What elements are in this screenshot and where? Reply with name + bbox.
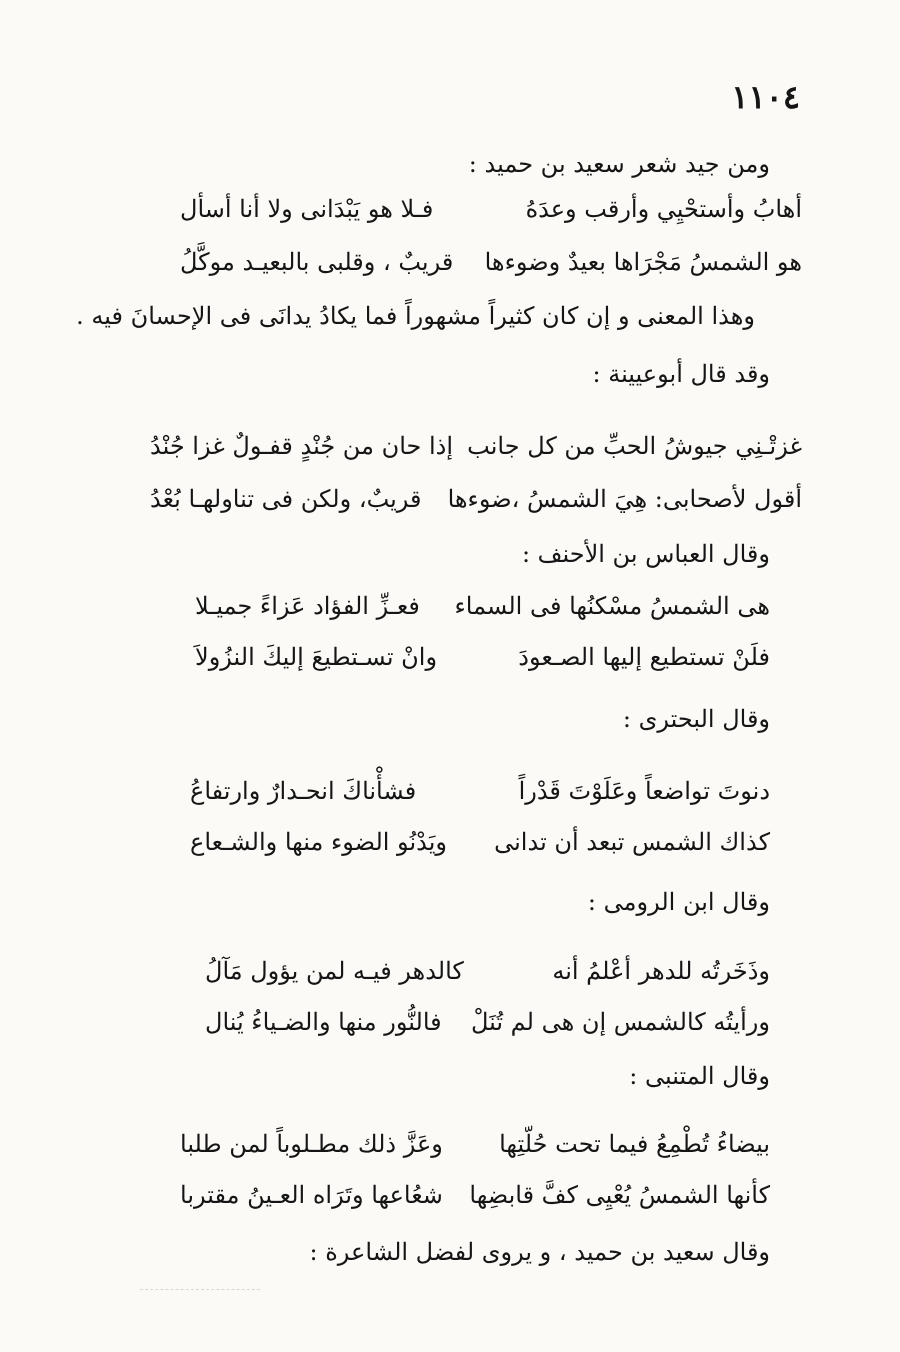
verse-hemistich-left: فشأْناكَ انحـدارٌ وارتفاعُ — [190, 777, 417, 805]
prose-paragraph: وهذا المعنى و إن كان كثيراً مشهوراً فما يكادُ يدانَى فى الإحسانَ فيه . — [76, 302, 755, 330]
section-intro: وقد قال أبوعيينة : — [592, 360, 770, 388]
section-intro: وقال المتنبى : — [629, 1062, 770, 1090]
verse-hemistich-right: كأنها الشمسُ يُعْيِى كفَّ قابضِها — [469, 1181, 770, 1209]
verse-hemistich-left: إذا حان من جُنْدٍ قفـولٌ غزا جُنْدُ — [150, 432, 453, 460]
verse-hemistich-right: أهابُ وأستحْيِي وأرقب وعدَهُ — [525, 195, 802, 223]
verse-hemistich-left: كالدهر فيـه لمن يؤول مَآلُ — [205, 957, 464, 985]
verse-hemistich-right: ورأيتُه كالشمس إن هى لم تُنَلْ — [470, 1008, 770, 1036]
verse-hemistich-left: شعُاعها وتَرَاه العـينُ مقتربا — [180, 1181, 443, 1209]
verse-hemistich-left: قريبٌ، ولكن فى تناولهـا بُعْدُ — [150, 485, 422, 513]
verse-hemistich-right: بيضاءُ تُطْمِعُ فيما تحت حُلّتِها — [499, 1130, 770, 1158]
margin-mark — [140, 1289, 260, 1292]
verse-hemistich-right: هى الشمسُ مسْكنُها فى السماء — [454, 592, 770, 620]
section-intro: وقال العباس بن الأحنف : — [521, 540, 770, 568]
verse-hemistich-left: فعـزِّ الفؤاد عَزاءً جميـلا — [195, 592, 420, 620]
verse-hemistich-right: أقول لأصحابى: هِيَ الشمسُ ،ضوءها — [447, 485, 802, 513]
verse-hemistich-left: ويَدْنُو الضوء منها والشـعاع — [190, 828, 448, 856]
section-intro: وقال ابن الرومى : — [587, 888, 770, 916]
verse-hemistich-right: وذَخَرتُه للدهر أعْلمُ أنه — [552, 957, 770, 985]
verse-hemistich-right: هو الشمسُ مَجْرَاها بعيدٌ وضوءها — [484, 248, 802, 276]
section-intro: ومن جيد شعر سعيد بن حميد : — [468, 150, 770, 178]
verse-hemistich-left: فالنُّور منها والضـياءُ يُنال — [205, 1008, 442, 1036]
verse-hemistich-left: قريبٌ ، وقلبى بالبعيـد موكَّلُ — [180, 248, 454, 276]
section-intro: وقال سعيد بن حميد ، و يروى لفضل الشاعرة : — [309, 1238, 770, 1266]
verse-hemistich-left: وعَزَّ ذلك مطـلوباً لمن طلبا — [180, 1130, 443, 1158]
verse-hemistich-left: وانْ تسـتطيعَ إليكَ النزُولاَ — [195, 643, 438, 671]
section-intro: وقال البحترى : — [622, 705, 770, 733]
verse-hemistich-right: غزتْـنِي جيوشُ الحبِّ من كل جانب — [467, 432, 802, 460]
verse-hemistich-right: كذاك الشمس تبعد أن تدانى — [494, 828, 770, 856]
verse-hemistich-right: دنوتَ تواضعاً وعَلَوْتَ قَدْراً — [518, 777, 770, 805]
verse-hemistich-right: فلَنْ تستطيع إليها الصـعودَ — [518, 643, 770, 671]
page-number: ١١٠٤ — [731, 78, 800, 116]
verse-hemistich-left: فـلا هو يَبْدَانى ولا أنا أسأل — [180, 195, 434, 223]
